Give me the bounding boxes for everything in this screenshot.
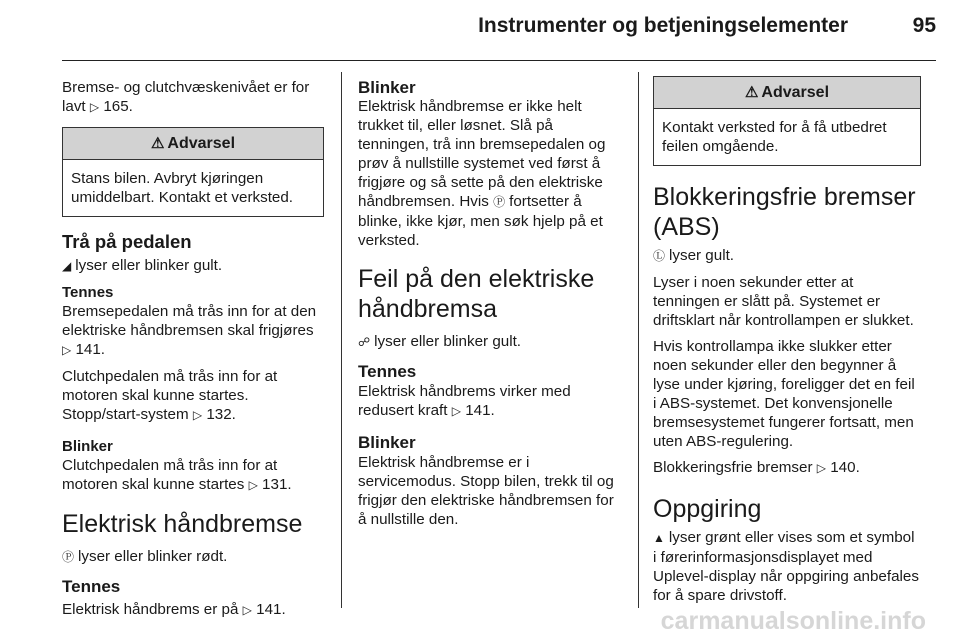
subheading-blinker: Blinker	[358, 78, 416, 97]
subheading-tennes: Tennes	[62, 284, 114, 301]
indicator-line: ◢ lyser eller blinker gult.	[62, 257, 223, 274]
subheading-blinker: Blinker	[358, 433, 416, 452]
warning-box-body: Stans bilen. Avbryt kjøringen umiddelbart. Kontakt et verksted.	[71, 170, 294, 206]
ref-arrow-icon: ▷	[816, 461, 826, 475]
intro-paragraph: Bremse- og clutchvæskenivået er for lavt ▷ 165.	[62, 79, 310, 115]
warning-box-2	[653, 76, 921, 166]
section-heading-large: Elektrisk håndbremse	[62, 510, 303, 538]
indicator-line: Ⓟ lyser eller blinker rødt.	[62, 548, 228, 565]
paragraph: Bremsepedalen må trås inn for at den elektriske håndbremsen skal frigjøres ▷ 141.	[62, 303, 317, 358]
paragraph: Elektrisk håndbrems virker med redusert kraft ▷ 141.	[358, 383, 571, 419]
indicator-line: Ⓛ lyser gult.	[653, 247, 735, 264]
section-heading: Trå på pedalen	[62, 231, 192, 252]
ref-arrow-icon: ▷	[89, 100, 100, 114]
subheading-tennes: Tennes	[62, 577, 121, 596]
column-3	[653, 78, 921, 612]
foot-pedal-icon: ◢	[62, 259, 72, 273]
paragraph: Lyser i noen sekunder etter at tenningen er slått på. Systemet er driftsklart når kontrollampen er slukket.	[653, 274, 914, 329]
paragraph: Clutchpedalen må trås inn for at motoren skal kunne startes ▷ 131.	[62, 457, 292, 493]
warning-box-header: ⚠ Advarsel	[654, 77, 920, 109]
warning-triangle-icon: ⚠	[744, 84, 759, 101]
warning-triangle-icon: ⚠	[150, 135, 165, 152]
warning-box-1	[62, 127, 324, 217]
section-heading-large: Oppgiring	[653, 495, 762, 523]
subheading-blinker: Blinker	[62, 438, 113, 455]
watermark: carmanualsonline.info	[660, 607, 926, 635]
paragraph: Clutchpedalen må trås inn for at motoren skal kunne startes. Stopp/start-system ▷ 132.	[62, 368, 278, 423]
parking-brake-icon: Ⓟ	[493, 195, 506, 209]
ref-arrow-icon: ▷	[242, 603, 252, 617]
paragraph: Elektrisk håndbremse er i servicemodus. Stopp bilen, trekk til og frigjør den elektriske håndbremsen for å nullstille den.	[358, 454, 614, 528]
paragraph: Elektrisk håndbrems er på ▷ 141.	[62, 601, 286, 618]
ref-arrow-icon: ▷	[62, 343, 72, 357]
column-2	[358, 78, 622, 536]
paragraph: Hvis kontrollampa ikke slukker etter noen sekunder eller den begynner å lyse under kjøring, foreligger det en feil i ABS-systemet. Det konvensjonelle bremsesystemet fungerer fortsatt, men uten ABS-regulering.	[653, 338, 915, 450]
column-divider-2	[638, 72, 639, 608]
subheading-tennes: Tennes	[358, 362, 417, 381]
abs-icon: Ⓛ	[653, 249, 666, 263]
column-1	[62, 78, 324, 627]
page-number: 95	[912, 14, 936, 37]
header-rule	[62, 60, 936, 61]
warning-box-body: Kontakt verksted for å få utbedret feilen omgående.	[662, 119, 887, 155]
warning-box-header: ⚠ Advarsel	[63, 128, 323, 160]
indicator-line: ☍ lyser eller blinker gult.	[358, 333, 522, 350]
running-header-title: Instrumenter og betjeningselementer	[478, 14, 848, 37]
ref-arrow-icon: ▷	[451, 404, 461, 418]
parking-brake-fault-icon: ☍	[358, 335, 371, 349]
parking-brake-icon: Ⓟ	[62, 550, 75, 564]
column-divider-1	[341, 72, 342, 608]
section-heading-large: Blokkeringsfrie bremser (ABS)	[653, 183, 916, 241]
ref-arrow-icon: ▷	[248, 478, 258, 492]
paragraph: ▲ lyser grønt eller vises som et symbol i førerinformasjonsdisplayet med Uplevel-display når oppgiring anbefales for å spare drivstoff.	[653, 529, 919, 604]
section-heading-large: Feil på den elektriske håndbremsa	[358, 265, 595, 323]
ref-arrow-icon: ▷	[192, 408, 203, 422]
upshift-icon: ▲	[653, 531, 665, 545]
paragraph: Elektrisk håndbremse er ikke helt trukket til, eller løsnet. Slå på tenningen, trå inn bremsepedalen og prøv å nullstille systemet ved først å frigjøre og så sette på den elektriske håndbremsen. Hvis Ⓟ fortsetter å blinke, ikke kjør, men søk hjelp på et verksted.	[358, 98, 606, 249]
paragraph: Blokkeringsfrie bremser ▷ 140.	[653, 459, 860, 476]
